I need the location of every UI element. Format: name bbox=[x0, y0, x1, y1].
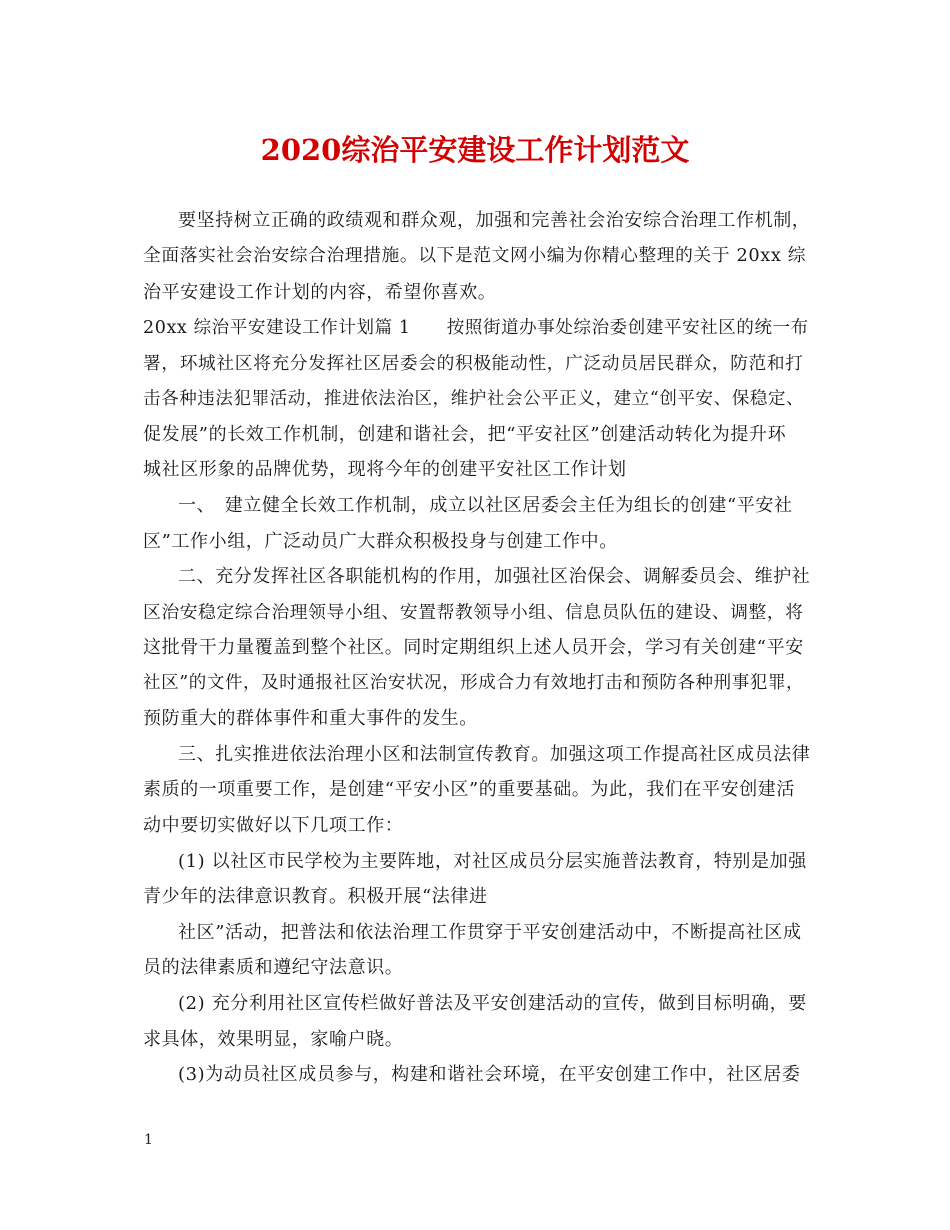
paragraph-line: 预防重大的群体事件和重大事件的发生。 bbox=[143, 708, 478, 729]
document-title: 2020综治平安建设工作计划范文 bbox=[260, 133, 690, 167]
paragraph-line: 这批骨干力量覆盖到整个社区。同时定期组织上述人员开会，学习有关创建“平安 bbox=[143, 637, 804, 658]
paragraph-line: 一、 建立健全长效工作机制，成立以社区居委会主任为组长的创建“平安社 bbox=[178, 495, 793, 516]
paragraph-line: 20xx 综治平安建设工作计划篇 1 按照街道办事处综治委创建平安社区的统一布 bbox=[143, 318, 809, 338]
paragraph-line: 击各种违法犯罪活动，推进依法治区，维护社会公平正义，建立“创平安、保稳定、 bbox=[143, 389, 805, 409]
paragraph-line: 全面落实社会治安综合治理措施。以下是范文网小编为你精心整理的关于 20xx 综 bbox=[143, 246, 807, 266]
paragraph-line: 治平安建设工作计划的内容，希望你喜欢。 bbox=[143, 282, 497, 303]
paragraph-line: 三、扎实推进依法治理小区和法制宣传教育。加强这项工作提高社区成员法律 bbox=[178, 744, 811, 765]
paragraph-line: 社区”的文件，及时通报社区治安状况，形成合力有效地打击和预防各种刑事犯罪， bbox=[143, 673, 805, 693]
paragraph-line: 署，环城社区将充分发挥社区居委会的积极能动性，广泛动员居民群众，防范和打 bbox=[143, 354, 804, 374]
paragraph-line: (3)为动员社区成员参与，构建和谐社会环境，在平安创建工作中，社区居委 bbox=[178, 1064, 801, 1085]
paragraph-line: 素质的一项重要工作，是创建“平安小区”的重要基础。为此，我们在平安创建活 bbox=[143, 779, 796, 800]
paragraph-line: 城社区形象的品牌优势，现将今年的创建平安社区工作计划 bbox=[143, 459, 627, 480]
paragraph-line: 青少年的法律意识教育。积极开展“法律进 bbox=[143, 886, 488, 907]
paragraph-line: (2) 充分利用社区宣传栏做好普法及平安创建活动的宣传，做到目标明确，要 bbox=[178, 993, 807, 1014]
paragraph-line: 员的法律素质和遵纪守法意识。 bbox=[143, 957, 404, 978]
paragraph-line: 区治安稳定综合治理领导小组、安置帮教领导小组、信息员队伍的建设、调整，将 bbox=[143, 603, 804, 623]
paragraph-line: 求具体，效果明显，家喻户晓。 bbox=[143, 1029, 404, 1050]
paragraph-line: 社区”活动，把普法和依法治理工作贯穿于平安创建活动中，不断提高社区成 bbox=[178, 922, 802, 943]
paragraph-line: 二、充分发挥社区各职能机构的作用，加强社区治保会、调解委员会、维护社 bbox=[178, 566, 811, 587]
paragraph-line: 区”工作小组，广泛动员广大群众积极投身与创建工作中。 bbox=[143, 531, 618, 552]
paragraph-line: 要坚持树立正确的政绩观和群众观，加强和完善社会治安综合治理工作机制， bbox=[178, 210, 811, 231]
paragraph-line: 动中要切实做好以下几项工作： bbox=[143, 815, 404, 836]
paragraph-line: (1) 以社区市民学校为主要阵地，对社区成员分层实施普法教育，特别是加强 bbox=[178, 851, 807, 872]
page-number: 1 bbox=[144, 1132, 153, 1148]
paragraph-line: 促发展”的长效工作机制，创建和谐社会，把“平安社区”创建活动转化为提升环 bbox=[143, 424, 787, 445]
